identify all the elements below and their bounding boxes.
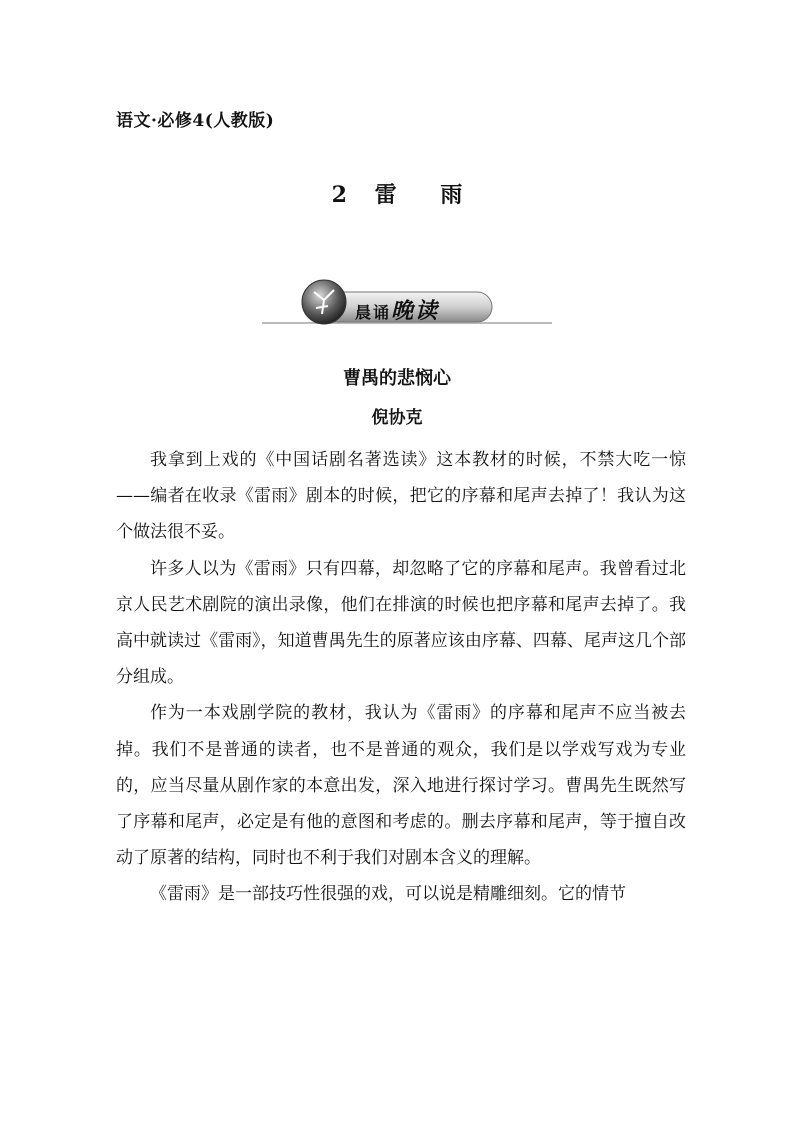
lesson-number: 2 [331, 182, 347, 208]
article-title: 曹禺的悲悯心 [343, 368, 451, 389]
banner-label [355, 294, 439, 325]
article-body [116, 442, 686, 913]
article-author: 倪协克 [371, 408, 423, 428]
paragraph: 作为一本戏剧学院的教材，我认为《雷雨》的序幕和尾声不应当被去掉。我们不是普通的读者，也不是普通的观众，我们是以学戏写戏为专业的，应当尽量从剧作家的本意出发，深入地进行探讨学习。曹禺先生既然写了序幕和尾声，必定是有他的意图和考虑的。删去序幕和尾声，等于擅自改动了原著的结构，同时也不利于我们对剧本含义的理解。 [116, 703, 686, 869]
book-header: 语文·必修4(人教版) [116, 111, 275, 131]
banner-label-part1: 晨诵 [355, 303, 392, 322]
lesson-title [0, 178, 794, 209]
paragraph: 《雷雨》是一部技巧性很强的戏，可以说是精雕细刻。它的情节 [150, 884, 626, 905]
paragraph: 我拿到上戏的《中国话剧名著选读》这本教材的时候，不禁大吃一惊——编者在收录《雷雨》剧本的时候，把它的序幕和尾声去掉了！我认为这个做法很不妥。 [116, 450, 686, 543]
lesson-title-char-1: 雷 [374, 182, 397, 208]
lesson-title-char-2: 雨 [440, 182, 463, 208]
paragraph: 许多人以为《雷雨》只有四幕，却忽略了它的序幕和尾声。我曾看过北京人民艺术剧院的演出录像，他们在排演的时候也把序幕和尾声去掉了。我高中就读过《雷雨》，知道曹禺先生的原著应该由序幕、四幕、尾声这几个部分组成。 [116, 558, 686, 688]
banner-label-part2: 晚读 [391, 298, 440, 324]
